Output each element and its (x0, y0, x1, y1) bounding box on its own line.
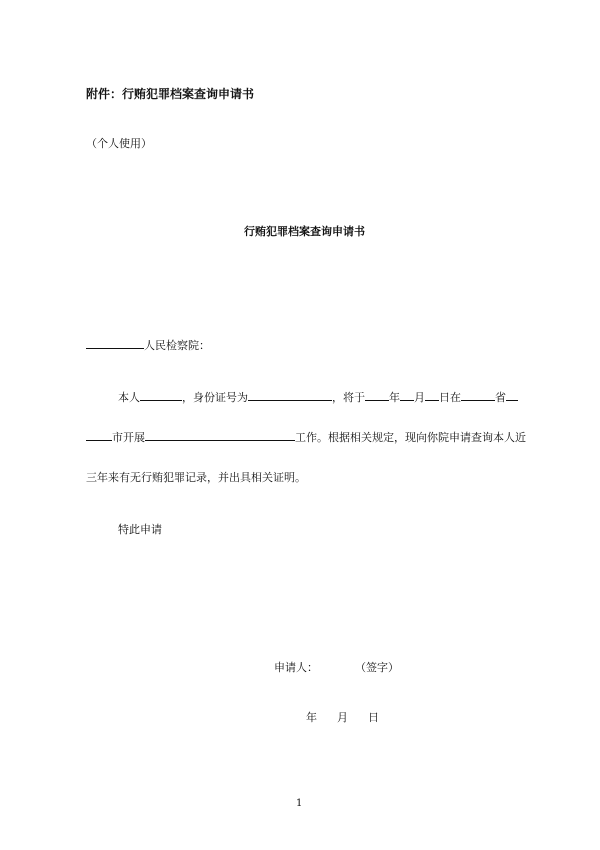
province-label: 省 (495, 391, 506, 404)
province-extra-blank[interactable] (506, 388, 518, 401)
procuratorate-blank[interactable] (86, 336, 144, 349)
province-blank[interactable] (461, 388, 495, 401)
document-title: 行贿犯罪档案查询申请书 (244, 225, 365, 238)
paragraph-3: 三年来有无行贿犯罪记录，并出具相关证明。 (86, 471, 306, 484)
day-label: 日在 (439, 391, 461, 404)
id-number-blank[interactable] (248, 388, 332, 401)
month-label: 月 (414, 391, 425, 404)
paragraph-2 (86, 428, 526, 446)
date-month: 月 (337, 711, 348, 724)
id-label: ，身份证号为 (182, 391, 248, 404)
para2-text: 工作。根据相关规定，现向你院申请查询本人近 (295, 431, 526, 444)
name-blank[interactable] (140, 388, 182, 401)
year-label: 年 (389, 391, 400, 404)
addressee-line (86, 336, 210, 354)
closing-text: 特此申请 (118, 523, 162, 536)
city-blank[interactable] (86, 428, 112, 441)
date-day: 日 (368, 711, 379, 724)
addressee-suffix: 人民检察院： (144, 339, 210, 352)
city-label: 市开展 (112, 431, 145, 444)
month-blank[interactable] (400, 388, 414, 401)
applicant-label: 申请人： (274, 661, 318, 674)
date-line (306, 710, 379, 726)
date-year: 年 (306, 711, 317, 724)
will-text: ，将于 (332, 391, 365, 404)
para1-prefix: 本人 (118, 391, 140, 404)
day-blank[interactable] (425, 388, 439, 401)
work-blank[interactable] (145, 428, 295, 441)
signature-note: （签字） (355, 661, 399, 674)
usage-note: （个人使用） (86, 137, 152, 150)
paragraph-1 (118, 388, 518, 406)
page-number: 1 (296, 798, 303, 809)
attachment-title: 附件：行贿犯罪档案查询申请书 (86, 87, 255, 101)
year-blank[interactable] (365, 388, 389, 401)
